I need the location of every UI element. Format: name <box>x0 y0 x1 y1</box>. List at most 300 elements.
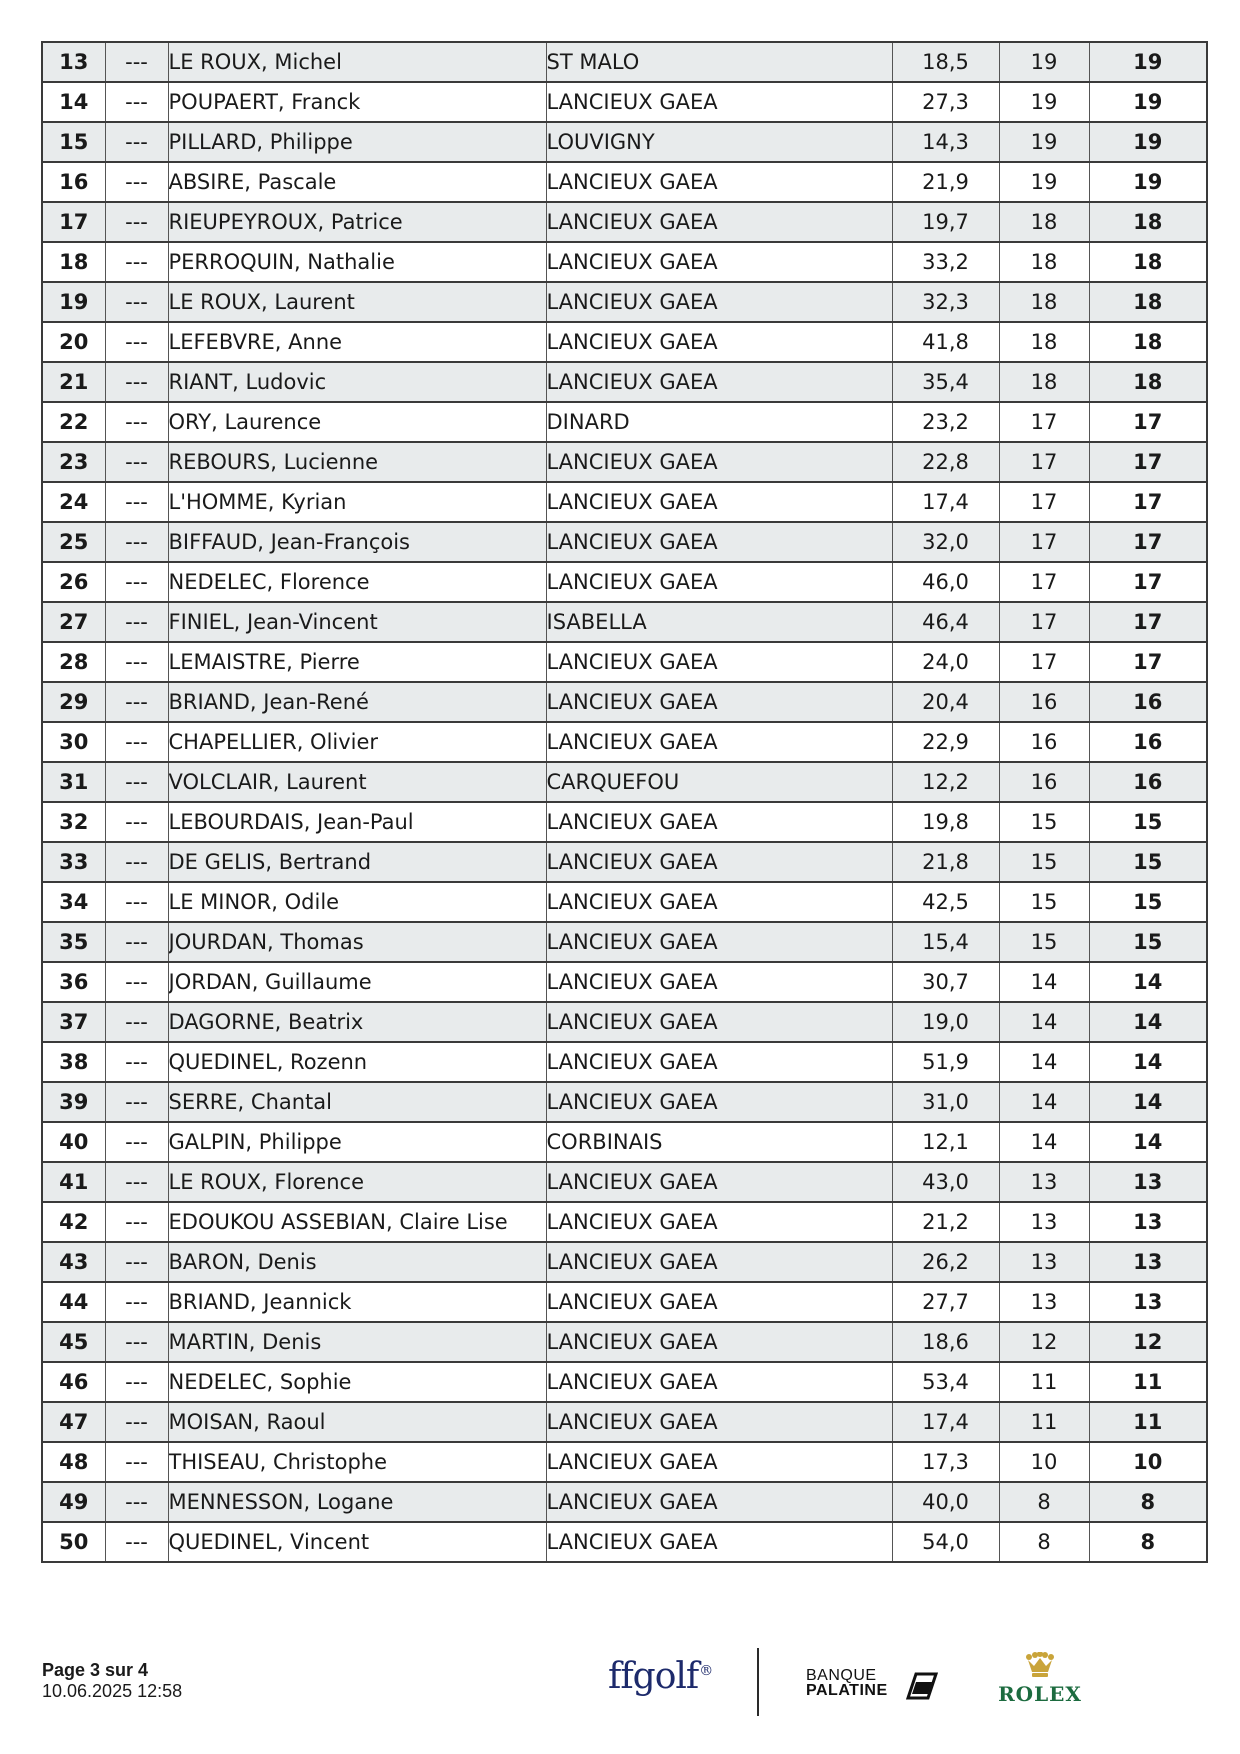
handicap-index-cell: 14,3 <box>892 122 999 162</box>
table-row <box>42 442 1207 482</box>
handicap-index-cell: 26,2 <box>892 1242 999 1282</box>
handicap-index-cell: 17,3 <box>892 1442 999 1482</box>
player-name-cell: PILLARD, Philippe <box>168 122 546 162</box>
placeholder-cell: --- <box>105 162 168 202</box>
table-row <box>42 802 1207 842</box>
rank-cell: 25 <box>42 522 105 562</box>
net-score-cell: 15 <box>1089 882 1207 922</box>
rank-cell: 49 <box>42 1482 105 1522</box>
club-cell: LANCIEUX GAEA <box>546 962 892 1002</box>
player-name-cell: MENNESSON, Logane <box>168 1482 546 1522</box>
rank-cell: 19 <box>42 282 105 322</box>
handicap-index-cell: 32,3 <box>892 282 999 322</box>
gross-score-cell: 18 <box>999 322 1089 362</box>
rank-cell: 20 <box>42 322 105 362</box>
net-score-cell: 15 <box>1089 802 1207 842</box>
placeholder-cell: --- <box>105 1282 168 1322</box>
player-name-cell: LEFEBVRE, Anne <box>168 322 546 362</box>
results-table <box>41 41 1208 1563</box>
placeholder-cell: --- <box>105 802 168 842</box>
net-score-cell: 19 <box>1089 42 1207 82</box>
gross-score-cell: 18 <box>999 362 1089 402</box>
handicap-index-cell: 30,7 <box>892 962 999 1002</box>
player-name-cell: LE ROUX, Michel <box>168 42 546 82</box>
gross-score-cell: 13 <box>999 1242 1089 1282</box>
rank-cell: 30 <box>42 722 105 762</box>
net-score-cell: 18 <box>1089 202 1207 242</box>
placeholder-cell: --- <box>105 882 168 922</box>
player-name-cell: ORY, Laurence <box>168 402 546 442</box>
table-row <box>42 1202 1207 1242</box>
gross-score-cell: 19 <box>999 42 1089 82</box>
gross-score-cell: 10 <box>999 1442 1089 1482</box>
print-datetime: 10.06.2025 12:58 <box>42 1681 183 1701</box>
player-name-cell: L'HOMME, Kyrian <box>168 482 546 522</box>
rank-cell: 39 <box>42 1082 105 1122</box>
handicap-index-cell: 51,9 <box>892 1042 999 1082</box>
club-cell: LANCIEUX GAEA <box>546 842 892 882</box>
net-score-cell: 14 <box>1089 1082 1207 1122</box>
net-score-cell: 10 <box>1089 1442 1207 1482</box>
gross-score-cell: 16 <box>999 682 1089 722</box>
table-row <box>42 882 1207 922</box>
placeholder-cell: --- <box>105 1402 168 1442</box>
table-row <box>42 242 1207 282</box>
handicap-index-cell: 20,4 <box>892 682 999 722</box>
handicap-index-cell: 18,5 <box>892 42 999 82</box>
gross-score-cell: 17 <box>999 402 1089 442</box>
player-name-cell: RIANT, Ludovic <box>168 362 546 402</box>
banque-palatine-logo <box>806 1668 941 1708</box>
handicap-index-cell: 33,2 <box>892 242 999 282</box>
gross-score-cell: 14 <box>999 1082 1089 1122</box>
gross-score-cell: 17 <box>999 642 1089 682</box>
rank-cell: 13 <box>42 42 105 82</box>
gross-score-cell: 14 <box>999 1122 1089 1162</box>
rank-cell: 29 <box>42 682 105 722</box>
rank-cell: 22 <box>42 402 105 442</box>
rank-cell: 23 <box>42 442 105 482</box>
placeholder-cell: --- <box>105 402 168 442</box>
net-score-cell: 8 <box>1089 1522 1207 1562</box>
club-cell: LANCIEUX GAEA <box>546 282 892 322</box>
handicap-index-cell: 40,0 <box>892 1482 999 1522</box>
club-cell: LANCIEUX GAEA <box>546 202 892 242</box>
table-row <box>42 322 1207 362</box>
handicap-index-cell: 19,8 <box>892 802 999 842</box>
handicap-index-cell: 35,4 <box>892 362 999 402</box>
placeholder-cell: --- <box>105 1442 168 1482</box>
player-name-cell: LE MINOR, Odile <box>168 882 546 922</box>
placeholder-cell: --- <box>105 1242 168 1282</box>
club-cell: LANCIEUX GAEA <box>546 482 892 522</box>
placeholder-cell: --- <box>105 1322 168 1362</box>
table-row <box>42 1042 1207 1082</box>
gross-score-cell: 18 <box>999 282 1089 322</box>
net-score-cell: 8 <box>1089 1482 1207 1522</box>
rank-cell: 40 <box>42 1122 105 1162</box>
player-name-cell: RIEUPEYROUX, Patrice <box>168 202 546 242</box>
rank-cell: 46 <box>42 1362 105 1402</box>
table-row <box>42 1122 1207 1162</box>
club-cell: LANCIEUX GAEA <box>546 322 892 362</box>
player-name-cell: FINIEL, Jean-Vincent <box>168 602 546 642</box>
rank-cell: 14 <box>42 82 105 122</box>
placeholder-cell: --- <box>105 602 168 642</box>
table-row <box>42 202 1207 242</box>
club-cell: LANCIEUX GAEA <box>546 1322 892 1362</box>
table-row <box>42 562 1207 602</box>
table-row <box>42 82 1207 122</box>
table-row <box>42 1442 1207 1482</box>
net-score-cell: 18 <box>1089 282 1207 322</box>
net-score-cell: 11 <box>1089 1402 1207 1442</box>
player-name-cell: LEBOURDAIS, Jean-Paul <box>168 802 546 842</box>
table-row <box>42 602 1207 642</box>
player-name-cell: ABSIRE, Pascale <box>168 162 546 202</box>
handicap-index-cell: 15,4 <box>892 922 999 962</box>
rank-cell: 34 <box>42 882 105 922</box>
rank-cell: 48 <box>42 1442 105 1482</box>
net-score-cell: 11 <box>1089 1362 1207 1402</box>
gross-score-cell: 15 <box>999 882 1089 922</box>
placeholder-cell: --- <box>105 1522 168 1562</box>
table-row <box>42 1082 1207 1122</box>
club-cell: ST MALO <box>546 42 892 82</box>
net-score-cell: 15 <box>1089 922 1207 962</box>
rank-cell: 50 <box>42 1522 105 1562</box>
net-score-cell: 13 <box>1089 1282 1207 1322</box>
gross-score-cell: 15 <box>999 802 1089 842</box>
placeholder-cell: --- <box>105 1362 168 1402</box>
gross-score-cell: 19 <box>999 122 1089 162</box>
table-row <box>42 402 1207 442</box>
net-score-cell: 13 <box>1089 1202 1207 1242</box>
handicap-index-cell: 19,7 <box>892 202 999 242</box>
rank-cell: 21 <box>42 362 105 402</box>
handicap-index-cell: 12,2 <box>892 762 999 802</box>
player-name-cell: LEMAISTRE, Pierre <box>168 642 546 682</box>
table-row <box>42 1242 1207 1282</box>
placeholder-cell: --- <box>105 1002 168 1042</box>
gross-score-cell: 17 <box>999 522 1089 562</box>
handicap-index-cell: 12,1 <box>892 1122 999 1162</box>
rank-cell: 17 <box>42 202 105 242</box>
club-cell: LANCIEUX GAEA <box>546 1362 892 1402</box>
table-row <box>42 1522 1207 1562</box>
net-score-cell: 14 <box>1089 1122 1207 1162</box>
placeholder-cell: --- <box>105 1202 168 1242</box>
palatine-line1: BANQUE <box>806 1667 877 1684</box>
net-score-cell: 14 <box>1089 1042 1207 1082</box>
table-row <box>42 642 1207 682</box>
player-name-cell: CHAPELLIER, Olivier <box>168 722 546 762</box>
rank-cell: 31 <box>42 762 105 802</box>
placeholder-cell: --- <box>105 962 168 1002</box>
rank-cell: 32 <box>42 802 105 842</box>
handicap-index-cell: 23,2 <box>892 402 999 442</box>
club-cell: LANCIEUX GAEA <box>546 162 892 202</box>
handicap-index-cell: 18,6 <box>892 1322 999 1362</box>
net-score-cell: 17 <box>1089 482 1207 522</box>
table-row <box>42 1402 1207 1442</box>
club-cell: LANCIEUX GAEA <box>546 882 892 922</box>
table-row <box>42 1002 1207 1042</box>
table-row <box>42 42 1207 82</box>
net-score-cell: 14 <box>1089 962 1207 1002</box>
handicap-index-cell: 22,8 <box>892 442 999 482</box>
rank-cell: 41 <box>42 1162 105 1202</box>
net-score-cell: 17 <box>1089 522 1207 562</box>
net-score-cell: 13 <box>1089 1242 1207 1282</box>
gross-score-cell: 12 <box>999 1322 1089 1362</box>
club-cell: LANCIEUX GAEA <box>546 1522 892 1562</box>
gross-score-cell: 13 <box>999 1282 1089 1322</box>
net-score-cell: 18 <box>1089 362 1207 402</box>
club-cell: LANCIEUX GAEA <box>546 1082 892 1122</box>
crown-icon <box>1025 1652 1055 1680</box>
handicap-index-cell: 17,4 <box>892 1402 999 1442</box>
handicap-index-cell: 24,0 <box>892 642 999 682</box>
net-score-cell: 17 <box>1089 602 1207 642</box>
table-row <box>42 1282 1207 1322</box>
net-score-cell: 18 <box>1089 242 1207 282</box>
gross-score-cell: 14 <box>999 1002 1089 1042</box>
net-score-cell: 16 <box>1089 762 1207 802</box>
handicap-index-cell: 41,8 <box>892 322 999 362</box>
rank-cell: 33 <box>42 842 105 882</box>
logo-divider <box>757 1648 759 1716</box>
player-name-cell: THISEAU, Christophe <box>168 1442 546 1482</box>
player-name-cell: BIFFAUD, Jean-François <box>168 522 546 562</box>
gross-score-cell: 15 <box>999 922 1089 962</box>
handicap-index-cell: 46,4 <box>892 602 999 642</box>
placeholder-cell: --- <box>105 842 168 882</box>
table-row <box>42 362 1207 402</box>
gross-score-cell: 11 <box>999 1362 1089 1402</box>
table-row <box>42 842 1207 882</box>
player-name-cell: VOLCLAIR, Laurent <box>168 762 546 802</box>
player-name-cell: MOISAN, Raoul <box>168 1402 546 1442</box>
placeholder-cell: --- <box>105 1082 168 1122</box>
player-name-cell: NEDELEC, Sophie <box>168 1362 546 1402</box>
player-name-cell: REBOURS, Lucienne <box>168 442 546 482</box>
club-cell: LANCIEUX GAEA <box>546 1402 892 1442</box>
handicap-index-cell: 46,0 <box>892 562 999 602</box>
placeholder-cell: --- <box>105 442 168 482</box>
net-score-cell: 16 <box>1089 722 1207 762</box>
placeholder-cell: --- <box>105 1162 168 1202</box>
placeholder-cell: --- <box>105 1482 168 1522</box>
club-cell: LANCIEUX GAEA <box>546 442 892 482</box>
gross-score-cell: 17 <box>999 602 1089 642</box>
placeholder-cell: --- <box>105 1122 168 1162</box>
placeholder-cell: --- <box>105 722 168 762</box>
rank-cell: 35 <box>42 922 105 962</box>
rank-cell: 37 <box>42 1002 105 1042</box>
rank-cell: 43 <box>42 1242 105 1282</box>
net-score-cell: 17 <box>1089 642 1207 682</box>
player-name-cell: LE ROUX, Laurent <box>168 282 546 322</box>
player-name-cell: BARON, Denis <box>168 1242 546 1282</box>
handicap-index-cell: 21,9 <box>892 162 999 202</box>
club-cell: ISABELLA <box>546 602 892 642</box>
palatine-line2: PALATINE <box>806 1682 888 1699</box>
placeholder-cell: --- <box>105 42 168 82</box>
club-cell: LANCIEUX GAEA <box>546 802 892 842</box>
net-score-cell: 17 <box>1089 402 1207 442</box>
rank-cell: 38 <box>42 1042 105 1082</box>
handicap-index-cell: 54,0 <box>892 1522 999 1562</box>
table-row <box>42 762 1207 802</box>
net-score-cell: 19 <box>1089 82 1207 122</box>
player-name-cell: QUEDINEL, Vincent <box>168 1522 546 1562</box>
table-row <box>42 522 1207 562</box>
club-cell: LANCIEUX GAEA <box>546 1202 892 1242</box>
handicap-index-cell: 42,5 <box>892 882 999 922</box>
gross-score-cell: 19 <box>999 82 1089 122</box>
player-name-cell: PERROQUIN, Nathalie <box>168 242 546 282</box>
rank-cell: 15 <box>42 122 105 162</box>
net-score-cell: 19 <box>1089 162 1207 202</box>
gross-score-cell: 8 <box>999 1522 1089 1562</box>
club-cell: CARQUEFOU <box>546 762 892 802</box>
player-name-cell: POUPAERT, Franck <box>168 82 546 122</box>
rank-cell: 28 <box>42 642 105 682</box>
table-row <box>42 162 1207 202</box>
player-name-cell: QUEDINEL, Rozenn <box>168 1042 546 1082</box>
rank-cell: 36 <box>42 962 105 1002</box>
gross-score-cell: 17 <box>999 482 1089 522</box>
club-cell: LANCIEUX GAEA <box>546 1042 892 1082</box>
rank-cell: 24 <box>42 482 105 522</box>
table-row <box>42 282 1207 322</box>
club-cell: LOUVIGNY <box>546 122 892 162</box>
club-cell: LANCIEUX GAEA <box>546 242 892 282</box>
net-score-cell: 13 <box>1089 1162 1207 1202</box>
rank-cell: 44 <box>42 1282 105 1322</box>
table-row <box>42 1162 1207 1202</box>
handicap-index-cell: 27,3 <box>892 82 999 122</box>
net-score-cell: 17 <box>1089 562 1207 602</box>
club-cell: LANCIEUX GAEA <box>546 642 892 682</box>
net-score-cell: 17 <box>1089 442 1207 482</box>
player-name-cell: MARTIN, Denis <box>168 1322 546 1362</box>
table-row <box>42 122 1207 162</box>
club-cell: LANCIEUX GAEA <box>546 362 892 402</box>
handicap-index-cell: 53,4 <box>892 1362 999 1402</box>
player-name-cell: BRIAND, Jeannick <box>168 1282 546 1322</box>
club-cell: LANCIEUX GAEA <box>546 1162 892 1202</box>
club-cell: LANCIEUX GAEA <box>546 522 892 562</box>
gross-score-cell: 14 <box>999 1042 1089 1082</box>
placeholder-cell: --- <box>105 482 168 522</box>
rank-cell: 18 <box>42 242 105 282</box>
placeholder-cell: --- <box>105 82 168 122</box>
gross-score-cell: 8 <box>999 1482 1089 1522</box>
handicap-index-cell: 17,4 <box>892 482 999 522</box>
gross-score-cell: 13 <box>999 1162 1089 1202</box>
table-row <box>42 922 1207 962</box>
handicap-index-cell: 21,8 <box>892 842 999 882</box>
net-score-cell: 18 <box>1089 322 1207 362</box>
table-row <box>42 1362 1207 1402</box>
placeholder-cell: --- <box>105 122 168 162</box>
net-score-cell: 14 <box>1089 1002 1207 1042</box>
table-row <box>42 682 1207 722</box>
handicap-index-cell: 31,0 <box>892 1082 999 1122</box>
player-name-cell: NEDELEC, Florence <box>168 562 546 602</box>
rank-cell: 27 <box>42 602 105 642</box>
net-score-cell: 12 <box>1089 1322 1207 1362</box>
table-row <box>42 962 1207 1002</box>
player-name-cell: JORDAN, Guillaume <box>168 962 546 1002</box>
net-score-cell: 19 <box>1089 122 1207 162</box>
player-name-cell: SERRE, Chantal <box>168 1082 546 1122</box>
handicap-index-cell: 32,0 <box>892 522 999 562</box>
rank-cell: 42 <box>42 1202 105 1242</box>
club-cell: LANCIEUX GAEA <box>546 82 892 122</box>
handicap-index-cell: 22,9 <box>892 722 999 762</box>
gross-score-cell: 19 <box>999 162 1089 202</box>
player-name-cell: DE GELIS, Bertrand <box>168 842 546 882</box>
net-score-cell: 16 <box>1089 682 1207 722</box>
rolex-wordmark: ROLEX <box>998 1682 1082 1706</box>
gross-score-cell: 13 <box>999 1202 1089 1242</box>
ffgolf-logo <box>608 1656 712 1697</box>
placeholder-cell: --- <box>105 562 168 602</box>
rank-cell: 16 <box>42 162 105 202</box>
results-body <box>42 42 1207 1562</box>
gross-score-cell: 18 <box>999 202 1089 242</box>
rank-cell: 26 <box>42 562 105 602</box>
handicap-index-cell: 19,0 <box>892 1002 999 1042</box>
club-cell: DINARD <box>546 402 892 442</box>
club-cell: LANCIEUX GAEA <box>546 562 892 602</box>
club-cell: LANCIEUX GAEA <box>546 1482 892 1522</box>
club-cell: LANCIEUX GAEA <box>546 922 892 962</box>
net-score-cell: 15 <box>1089 842 1207 882</box>
placeholder-cell: --- <box>105 202 168 242</box>
gross-score-cell: 11 <box>999 1402 1089 1442</box>
ffgolf-logo-text: ffgolf <box>608 1656 699 1697</box>
club-cell: LANCIEUX GAEA <box>546 1242 892 1282</box>
rank-cell: 45 <box>42 1322 105 1362</box>
placeholder-cell: --- <box>105 322 168 362</box>
placeholder-cell: --- <box>105 522 168 562</box>
placeholder-cell: --- <box>105 282 168 322</box>
results-sheet <box>41 41 1206 1563</box>
player-name-cell: JOURDAN, Thomas <box>168 922 546 962</box>
page-number: Page 3 sur 4 <box>42 1660 149 1680</box>
handicap-index-cell: 21,2 <box>892 1202 999 1242</box>
gross-score-cell: 18 <box>999 242 1089 282</box>
placeholder-cell: --- <box>105 922 168 962</box>
table-row <box>42 722 1207 762</box>
registered-mark: ® <box>699 1663 713 1679</box>
club-cell: LANCIEUX GAEA <box>546 682 892 722</box>
gross-score-cell: 16 <box>999 762 1089 802</box>
club-cell: LANCIEUX GAEA <box>546 1282 892 1322</box>
gross-score-cell: 15 <box>999 842 1089 882</box>
handicap-index-cell: 27,7 <box>892 1282 999 1322</box>
table-row <box>42 482 1207 522</box>
gross-score-cell: 16 <box>999 722 1089 762</box>
player-name-cell: EDOUKOU ASSEBIAN, Claire Lise <box>168 1202 546 1242</box>
table-row <box>42 1322 1207 1362</box>
placeholder-cell: --- <box>105 642 168 682</box>
club-cell: LANCIEUX GAEA <box>546 1442 892 1482</box>
